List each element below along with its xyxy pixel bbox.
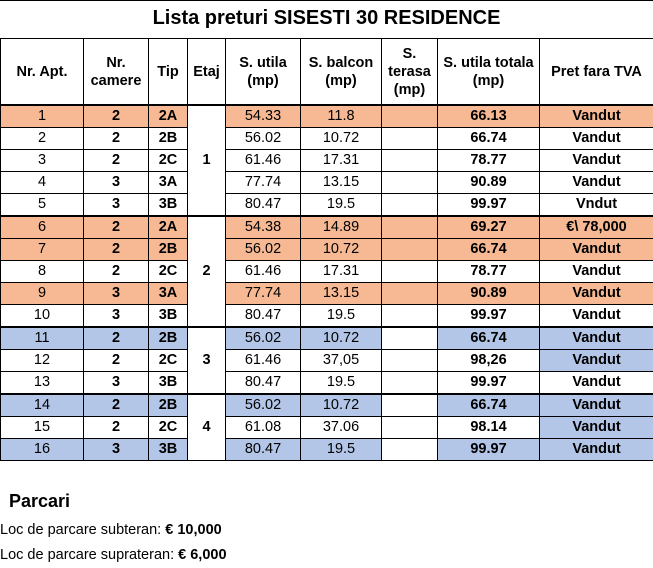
cell-s-balcon: 13.15 xyxy=(301,172,382,194)
table-row xyxy=(1,439,653,461)
table-row xyxy=(1,283,653,305)
cell-s-utila-totala: 99.97 xyxy=(438,305,540,328)
cell-nr-camere: 2 xyxy=(84,394,149,417)
cell-pret: Vandut xyxy=(540,128,653,150)
table-row xyxy=(1,372,653,395)
cell-nr-camere: 2 xyxy=(84,150,149,172)
cell-tip: 3B xyxy=(149,194,188,217)
cell-s-terasa xyxy=(382,239,438,261)
cell-s-utila: 61.46 xyxy=(226,350,301,372)
cell-s-terasa xyxy=(382,194,438,217)
header-s-terasa: S. terasa (mp) xyxy=(382,39,438,106)
cell-nr-camere: 2 xyxy=(84,216,149,239)
cell-tip: 2B xyxy=(149,128,188,150)
parking-underground-label: Loc de parcare subteran: xyxy=(0,522,161,538)
cell-nr-camere: 2 xyxy=(84,128,149,150)
cell-s-utila-totala: 99.97 xyxy=(438,372,540,395)
header-tip: Tip xyxy=(149,39,188,106)
cell-s-terasa xyxy=(382,216,438,239)
cell-s-utila-totala: 98.14 xyxy=(438,417,540,439)
cell-s-terasa xyxy=(382,394,438,417)
table-row xyxy=(1,239,653,261)
cell-pret: Vandut xyxy=(540,350,653,372)
cell-s-utila: 56.02 xyxy=(226,128,301,150)
cell-nr-camere: 3 xyxy=(84,283,149,305)
cell-s-utila: 77.74 xyxy=(226,172,301,194)
cell-s-terasa xyxy=(382,417,438,439)
table-row xyxy=(1,350,653,372)
cell-s-balcon: 17.31 xyxy=(301,150,382,172)
cell-s-utila-totala: 78.77 xyxy=(438,150,540,172)
cell-nr-apt: 13 xyxy=(1,372,84,395)
cell-s-terasa xyxy=(382,305,438,328)
cell-tip: 2C xyxy=(149,417,188,439)
cell-pret: Vandut xyxy=(540,394,653,417)
cell-tip: 3A xyxy=(149,283,188,305)
table-row xyxy=(1,172,653,194)
cell-pret: Vandut xyxy=(540,172,653,194)
cell-tip: 2B xyxy=(149,394,188,417)
parking-underground xyxy=(0,518,653,543)
cell-nr-apt: 15 xyxy=(1,417,84,439)
table-row xyxy=(1,128,653,150)
header-nr-apt: Nr. Apt. xyxy=(1,39,84,106)
cell-nr-apt: 1 xyxy=(1,105,84,128)
cell-nr-camere: 2 xyxy=(84,105,149,128)
cell-pret: Vndut xyxy=(540,194,653,217)
cell-s-terasa xyxy=(382,372,438,395)
cell-tip: 2B xyxy=(149,327,188,350)
cell-nr-apt: 4 xyxy=(1,172,84,194)
cell-pret: Vandut xyxy=(540,372,653,395)
parking-surface-price: € 6,000 xyxy=(178,547,226,563)
cell-s-utila-totala: 66.74 xyxy=(438,394,540,417)
cell-s-utila: 80.47 xyxy=(226,305,301,328)
cell-pret: Vandut xyxy=(540,261,653,283)
parking-underground-price: € 10,000 xyxy=(165,522,221,538)
cell-nr-apt: 3 xyxy=(1,150,84,172)
cell-pret: Vandut xyxy=(540,283,653,305)
cell-s-terasa xyxy=(382,150,438,172)
cell-s-utila: 77.74 xyxy=(226,283,301,305)
header-s-utila-totala: S. utila totala (mp) xyxy=(438,39,540,106)
price-table xyxy=(0,38,653,461)
table-row xyxy=(1,394,653,417)
parking-surface xyxy=(0,543,653,568)
cell-pret: Vandut xyxy=(540,305,653,328)
cell-tip: 3A xyxy=(149,172,188,194)
cell-s-utila: 80.47 xyxy=(226,372,301,395)
cell-s-balcon: 37.06 xyxy=(301,417,382,439)
header-nr-camere: Nr. camere xyxy=(84,39,149,106)
parking-surface-label: Loc de parcare suprateran: xyxy=(0,547,174,563)
cell-s-terasa xyxy=(382,283,438,305)
cell-nr-camere: 2 xyxy=(84,350,149,372)
cell-pret: Vandut xyxy=(540,417,653,439)
header-s-utila: S. utila (mp) xyxy=(226,39,301,106)
cell-nr-camere: 2 xyxy=(84,417,149,439)
cell-s-balcon: 19.5 xyxy=(301,439,382,461)
cell-s-utila-totala: 99.97 xyxy=(438,194,540,217)
table-row xyxy=(1,150,653,172)
table-row xyxy=(1,327,653,350)
cell-s-utila-totala: 98,26 xyxy=(438,350,540,372)
header-row xyxy=(1,39,653,106)
cell-nr-camere: 2 xyxy=(84,239,149,261)
cell-tip: 3B xyxy=(149,305,188,328)
table-row xyxy=(1,261,653,283)
cell-s-utila-totala: 78.77 xyxy=(438,261,540,283)
cell-etaj: 3 xyxy=(188,327,226,394)
cell-tip: 3B xyxy=(149,439,188,461)
cell-s-utila-totala: 66.13 xyxy=(438,105,540,128)
cell-etaj: 2 xyxy=(188,216,226,327)
cell-s-balcon: 37,05 xyxy=(301,350,382,372)
cell-s-balcon: 17.31 xyxy=(301,261,382,283)
cell-s-utila: 61.46 xyxy=(226,261,301,283)
cell-nr-camere: 3 xyxy=(84,372,149,395)
cell-s-utila-totala: 66.74 xyxy=(438,239,540,261)
cell-nr-apt: 10 xyxy=(1,305,84,328)
cell-s-utila: 54.38 xyxy=(226,216,301,239)
header-s-balcon: S. balcon (mp) xyxy=(301,39,382,106)
table-row xyxy=(1,305,653,328)
cell-s-balcon: 10.72 xyxy=(301,394,382,417)
parking-section xyxy=(0,490,653,568)
cell-nr-camere: 3 xyxy=(84,305,149,328)
header-pret: Pret fara TVA xyxy=(540,39,653,106)
cell-s-utila-totala: 66.74 xyxy=(438,128,540,150)
cell-s-utila: 80.47 xyxy=(226,194,301,217)
cell-s-utila-totala: 90.89 xyxy=(438,283,540,305)
cell-nr-camere: 3 xyxy=(84,439,149,461)
cell-s-terasa xyxy=(382,350,438,372)
cell-nr-camere: 2 xyxy=(84,327,149,350)
header-etaj: Etaj xyxy=(188,39,226,106)
cell-pret: Vandut xyxy=(540,150,653,172)
cell-s-utila: 61.46 xyxy=(226,150,301,172)
cell-s-balcon: 11.8 xyxy=(301,105,382,128)
cell-nr-apt: 16 xyxy=(1,439,84,461)
cell-s-utila-totala: 99.97 xyxy=(438,439,540,461)
cell-pret: Vandut xyxy=(540,439,653,461)
page-title: Lista preturi SISESTI 30 RESIDENCE xyxy=(0,0,653,35)
cell-s-terasa xyxy=(382,327,438,350)
cell-s-utila-totala: 90.89 xyxy=(438,172,540,194)
cell-s-utila: 56.02 xyxy=(226,327,301,350)
cell-s-utila: 56.02 xyxy=(226,394,301,417)
table-row xyxy=(1,216,653,239)
cell-nr-apt: 7 xyxy=(1,239,84,261)
cell-s-utila: 80.47 xyxy=(226,439,301,461)
table-row xyxy=(1,105,653,128)
cell-s-balcon: 13.15 xyxy=(301,283,382,305)
cell-s-balcon: 19.5 xyxy=(301,305,382,328)
cell-s-terasa xyxy=(382,172,438,194)
cell-tip: 2A xyxy=(149,216,188,239)
cell-nr-camere: 3 xyxy=(84,172,149,194)
cell-s-balcon: 14.89 xyxy=(301,216,382,239)
cell-nr-apt: 6 xyxy=(1,216,84,239)
cell-pret: Vandut xyxy=(540,239,653,261)
cell-s-utila: 61.08 xyxy=(226,417,301,439)
cell-s-utila-totala: 66.74 xyxy=(438,327,540,350)
cell-s-balcon: 10.72 xyxy=(301,239,382,261)
table-body xyxy=(1,105,653,461)
cell-pret: Vandut xyxy=(540,105,653,128)
cell-s-utila: 54.33 xyxy=(226,105,301,128)
cell-s-balcon: 19.5 xyxy=(301,372,382,395)
table-row xyxy=(1,194,653,217)
cell-s-balcon: 19.5 xyxy=(301,194,382,217)
cell-pret: €\ 78,000 xyxy=(540,216,653,239)
cell-s-balcon: 10.72 xyxy=(301,128,382,150)
cell-etaj: 4 xyxy=(188,394,226,461)
cell-s-terasa xyxy=(382,261,438,283)
cell-nr-apt: 12 xyxy=(1,350,84,372)
cell-tip: 2C xyxy=(149,150,188,172)
cell-s-terasa xyxy=(382,128,438,150)
cell-s-balcon: 10.72 xyxy=(301,327,382,350)
cell-nr-apt: 9 xyxy=(1,283,84,305)
cell-tip: 2B xyxy=(149,239,188,261)
parking-heading: Parcari xyxy=(9,490,653,512)
cell-tip: 3B xyxy=(149,372,188,395)
cell-s-terasa xyxy=(382,105,438,128)
cell-pret: Vandut xyxy=(540,327,653,350)
cell-etaj: 1 xyxy=(188,105,226,216)
cell-nr-camere: 2 xyxy=(84,261,149,283)
table-row xyxy=(1,417,653,439)
cell-nr-apt: 2 xyxy=(1,128,84,150)
cell-nr-apt: 5 xyxy=(1,194,84,217)
cell-nr-apt: 14 xyxy=(1,394,84,417)
cell-nr-apt: 11 xyxy=(1,327,84,350)
cell-tip: 2A xyxy=(149,105,188,128)
cell-tip: 2C xyxy=(149,350,188,372)
cell-s-utila-totala: 69.27 xyxy=(438,216,540,239)
cell-s-terasa xyxy=(382,439,438,461)
cell-tip: 2C xyxy=(149,261,188,283)
cell-nr-apt: 8 xyxy=(1,261,84,283)
cell-nr-camere: 3 xyxy=(84,194,149,217)
cell-s-utila: 56.02 xyxy=(226,239,301,261)
